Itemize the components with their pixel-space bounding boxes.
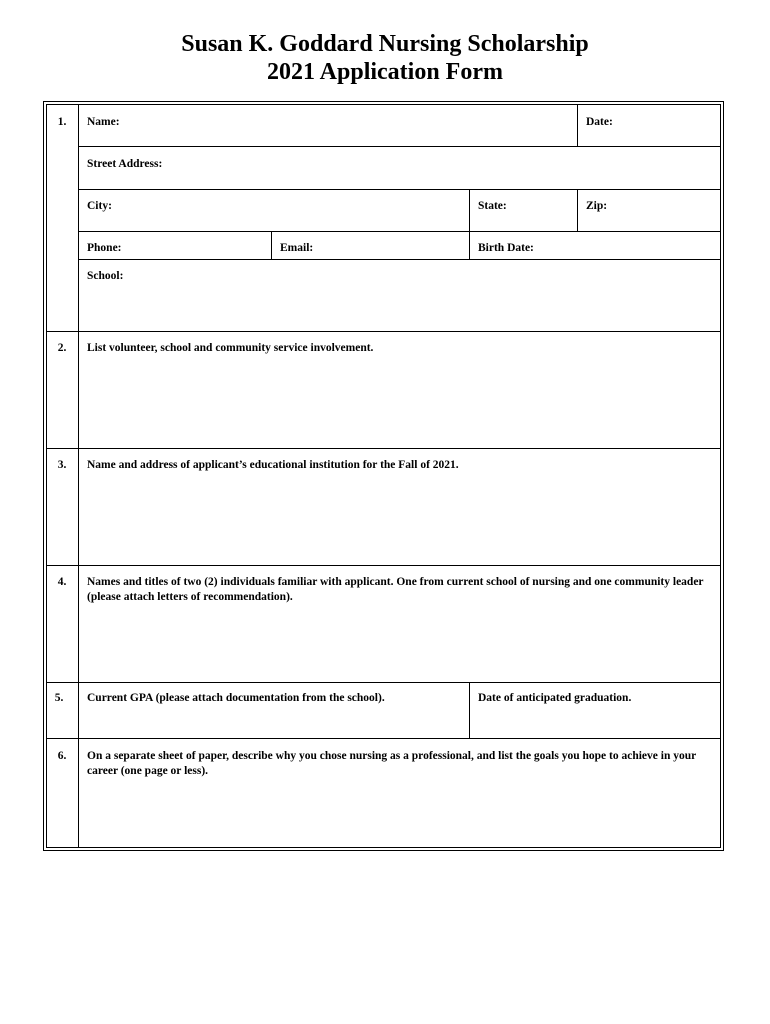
- section-number-6: 6.: [57, 750, 67, 762]
- nursing-essay-field[interactable]: On a separate sheet of paper, describe why you chose nursing as a professional, and list the goals you hope to achieve in your career (one page or less).: [87, 750, 697, 777]
- form-title: Susan K. Goddard Nursing Scholarship: [181, 31, 589, 57]
- section-number-4: 4.: [57, 576, 67, 588]
- row-divider-phone: [78, 259, 721, 260]
- row-divider-name: [78, 146, 721, 147]
- date-cell-divider: [577, 104, 578, 146]
- section-divider-5: [46, 738, 721, 739]
- section-divider-3: [46, 565, 721, 566]
- birthdate-cell-divider: [469, 231, 470, 259]
- email-field[interactable]: Email:: [280, 242, 314, 254]
- graduation-cell-divider: [469, 682, 470, 738]
- zip-cell-divider: [577, 189, 578, 231]
- state-cell-divider: [469, 189, 470, 231]
- section-divider-4: [46, 682, 721, 683]
- city-field[interactable]: City:: [87, 200, 112, 212]
- section-number-1: 1.: [57, 116, 67, 128]
- volunteer-involvement-field[interactable]: List volunteer, school and community service involvement.: [87, 342, 374, 354]
- form-subtitle: 2021 Application Form: [266, 59, 503, 85]
- section-number-5: 5.: [54, 692, 64, 704]
- birth-date-field[interactable]: Birth Date:: [478, 242, 534, 254]
- graduation-date-field[interactable]: Date of anticipated graduation.: [478, 692, 632, 704]
- current-gpa-field[interactable]: Current GPA (please attach documentation from the school).: [87, 692, 385, 704]
- form-inner-border: [46, 104, 721, 848]
- number-column-divider: [78, 104, 79, 848]
- section-number-2: 2.: [57, 342, 67, 354]
- date-field[interactable]: Date:: [586, 116, 613, 128]
- phone-field[interactable]: Phone:: [87, 242, 122, 254]
- educational-institution-field[interactable]: Name and address of applicant’s educational institution for the Fall of 2021.: [87, 459, 459, 471]
- street-address-field[interactable]: Street Address:: [87, 158, 163, 170]
- email-cell-divider: [271, 231, 272, 259]
- zip-field[interactable]: Zip:: [586, 200, 608, 212]
- references-field[interactable]: Names and titles of two (2) individuals familiar with applicant. One from current school of nursing and one community leader (please attach letters of recommendation).: [87, 576, 704, 603]
- section-divider-1: [46, 331, 721, 332]
- row-divider-city: [78, 231, 721, 232]
- state-field[interactable]: State:: [478, 200, 507, 212]
- school-field[interactable]: School:: [87, 270, 124, 282]
- section-number-3: 3.: [57, 459, 67, 471]
- name-field[interactable]: Name:: [87, 116, 120, 128]
- row-divider-street: [78, 189, 721, 190]
- section-divider-2: [46, 448, 721, 449]
